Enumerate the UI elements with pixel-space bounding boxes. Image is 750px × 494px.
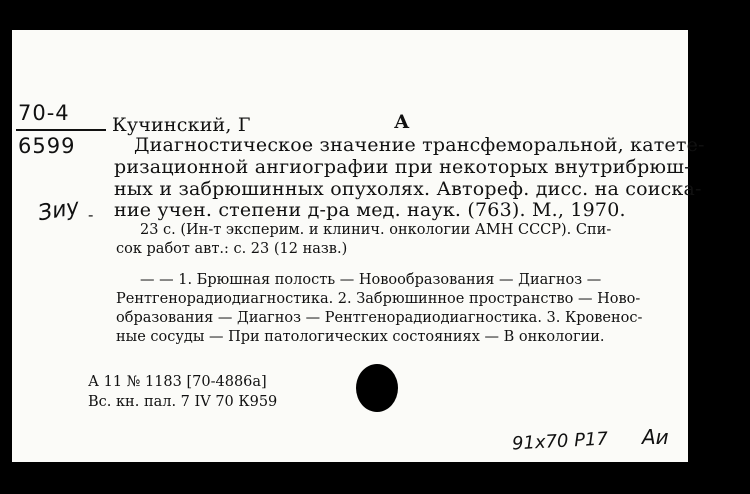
subject-line-1: — — 1. Брюшная полость — Новообразования — Диагноз —	[140, 272, 602, 288]
subject-line-4: ные сосуды — При патологических состояниях — В онкологии.	[116, 329, 605, 345]
pub-line-1: 23 с. (Ин-т эксперим. и клинич. онкологии АМН СССР). Спи-	[140, 222, 612, 238]
shelf-mark-bottom: 6599	[18, 134, 76, 158]
bottom-code: 91x70 Р17	[511, 428, 609, 455]
title-line-3: ных и забрюшинных опухолях. Автореф. дисс. на соиска-	[114, 178, 702, 200]
title-line-4: ние учен. степени д-ра мед. наук. (763). М., 1970.	[114, 199, 626, 221]
bottom-signature: Аи	[642, 425, 669, 449]
catalog-line-1: А 11 № 1183 [70-4886а]	[88, 374, 267, 390]
catalog-line-2: Вс. кн. пал. 7 IV 70 К959	[88, 394, 278, 410]
title-line-2: ризационной ангиографии при некоторых внутрибрюш-	[114, 156, 691, 178]
letter-mark: А	[394, 111, 410, 133]
side-dash: -	[88, 205, 94, 224]
ink-blot	[356, 364, 398, 412]
subject-line-3: образования — Диагноз — Рентгенорадиодиагностика. 3. Кровенос-	[116, 310, 643, 326]
pub-line-2: сок работ авт.: с. 23 (12 назв.)	[116, 241, 348, 257]
side-mark: Зиу	[36, 194, 82, 227]
shelf-mark-divider	[16, 129, 106, 131]
title-line-1: Диагностическое значение трансфеморальной, катете-	[134, 134, 705, 156]
author: Кучинский, Г	[112, 114, 251, 136]
shelf-mark-top: 70-4	[18, 101, 70, 125]
subject-line-2: Рентгенорадиодиагностика. 2. Забрюшинное пространство — Ново-	[116, 291, 641, 307]
